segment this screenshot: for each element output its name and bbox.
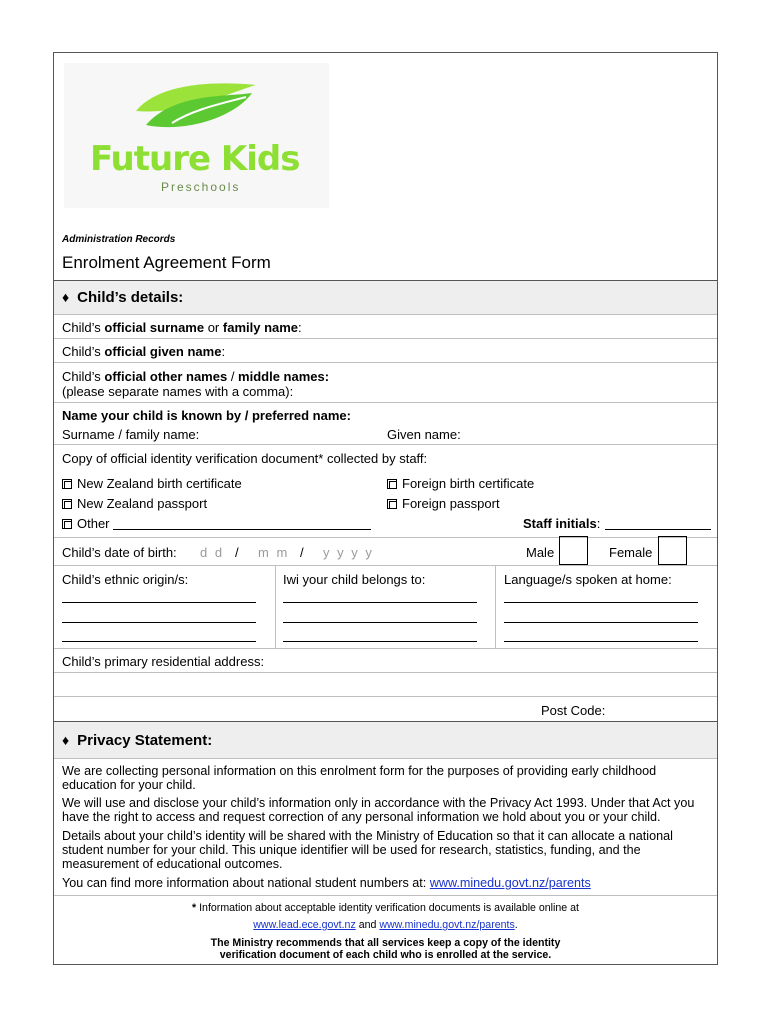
ethnic-origin-line-3[interactable] <box>62 641 256 642</box>
ethnic-origin-line-2[interactable] <box>62 622 256 623</box>
logo-sub-text: Preschools <box>161 180 241 194</box>
column-divider <box>495 566 496 648</box>
footnote-line-2: www.lead.ece.govt.nz and www.minedu.govt.nz/parents. <box>253 919 518 931</box>
other-document-field[interactable] <box>113 529 371 530</box>
privacy-title: ♦ Privacy Statement: <box>62 732 213 749</box>
privacy-paragraph-2: We will use and disclose your child’s information only in accordance with the Privacy Act 1993. Under that Act you have the right to access and request correction of any personal information we hold about you or your child. <box>62 796 695 824</box>
other-names-row[interactable] <box>54 362 717 402</box>
surname-row[interactable] <box>54 314 717 338</box>
dob-separator: / <box>235 545 239 560</box>
other-names-label: Child’s official other names / middle names: <box>62 369 330 384</box>
known-by-row[interactable] <box>54 402 717 444</box>
checkbox-icon <box>62 519 72 529</box>
childs-details-title: ♦ Child’s details: <box>62 289 184 306</box>
copy-doc-label: Copy of official identity verification document* collected by staff: <box>62 451 428 466</box>
language-line-3[interactable] <box>504 641 698 642</box>
postcode-label: Post Code: <box>541 703 606 718</box>
female-label: Female <box>609 545 653 560</box>
privacy-paragraph-1: We are collecting personal information on this enrolment form for the purposes of providing early childhood education for your child. <box>62 764 657 792</box>
language-line-1[interactable] <box>504 602 698 603</box>
footnote-recommendation-2: verification document of each child who is enrolled at the service. <box>219 949 552 961</box>
foreign-birth-certificate-checkbox[interactable]: Foreign birth certificate <box>387 476 534 491</box>
diamond-icon: ♦ <box>62 289 70 305</box>
dob-month-field[interactable]: m m <box>258 545 290 560</box>
privacy-body <box>54 758 717 895</box>
iwi-line-2[interactable] <box>283 622 477 623</box>
male-label: Male <box>526 545 555 560</box>
footnote-line-1: * Information about acceptable identity verification documents is available online at <box>192 902 579 914</box>
postcode-row[interactable] <box>54 696 717 721</box>
privacy-paragraph-4: You can find more information about national student numbers at: www.minedu.govt.nz/parents <box>62 876 591 890</box>
known-given-label: Given name: <box>387 427 461 442</box>
checkbox-icon <box>62 479 72 489</box>
staff-initials-field[interactable] <box>605 529 711 530</box>
address-label: Child’s primary residential address: <box>62 654 265 669</box>
childs-details-header <box>54 280 717 314</box>
column-divider <box>275 566 276 648</box>
dob-year-field[interactable]: y y y y <box>323 545 374 560</box>
dob-row <box>54 537 717 565</box>
ethnic-origin-label: Child’s ethnic origin/s: <box>62 572 189 587</box>
iwi-label: Iwi your child belongs to: <box>283 572 426 587</box>
ethnic-origin-line-1[interactable] <box>62 602 256 603</box>
language-label: Language/s spoken at home: <box>504 572 672 587</box>
minedu-parents-link[interactable]: www.minedu.govt.nz/parents <box>429 876 591 890</box>
footnote-recommendation-1: The Ministry recommends that all services keep a copy of the identity <box>210 937 561 949</box>
female-checkbox[interactable] <box>658 536 687 565</box>
address-line-2[interactable] <box>54 672 717 696</box>
other-names-note: (please separate names with a comma): <box>62 384 294 399</box>
checkbox-icon <box>62 499 72 509</box>
nz-passport-checkbox[interactable]: New Zealand passport <box>62 496 207 511</box>
diamond-icon: ♦ <box>62 732 70 748</box>
surname-label: Child’s official surname or family name: <box>62 320 302 335</box>
language-line-2[interactable] <box>504 622 698 623</box>
dob-day-field[interactable]: d d <box>200 545 225 560</box>
address-row[interactable] <box>54 648 717 672</box>
iwi-line-3[interactable] <box>283 641 477 642</box>
lead-ece-link[interactable]: www.lead.ece.govt.nz <box>253 919 356 931</box>
given-name-row[interactable] <box>54 338 717 362</box>
iwi-line-1[interactable] <box>283 602 477 603</box>
privacy-paragraph-3: Details about your child’s identity will be shared with the Ministry of Education so that it can allocate a national student number for your child. This unique identifier will be used for research, statistics, funding, and the measurement of educational outcomes. <box>62 829 673 871</box>
heritage-row <box>54 565 717 648</box>
logo <box>64 63 329 208</box>
male-checkbox[interactable] <box>559 536 588 565</box>
dob-label: Child’s date of birth: <box>62 545 177 560</box>
minedu-parents-footnote-link[interactable]: www.minedu.govt.nz/parents <box>379 919 515 931</box>
known-by-label: Name your child is known by / preferred name: <box>62 408 351 423</box>
dob-separator: / <box>300 545 304 560</box>
given-name-label: Child’s official given name: <box>62 344 226 359</box>
form-title: Enrolment Agreement Form <box>62 253 271 272</box>
checkbox-icon <box>387 499 397 509</box>
foreign-passport-checkbox[interactable]: Foreign passport <box>387 496 500 511</box>
staff-initials-label: Staff initials: <box>523 516 601 531</box>
checkbox-icon <box>387 479 397 489</box>
admin-label: Administration Records <box>62 234 176 245</box>
footnote <box>54 895 717 965</box>
logo-brand-text: Future Kids <box>90 139 300 179</box>
privacy-header <box>54 721 717 758</box>
enrolment-form <box>53 52 718 965</box>
nz-birth-certificate-checkbox[interactable]: New Zealand birth certificate <box>62 476 242 491</box>
known-surname-label: Surname / family name: <box>62 427 200 442</box>
other-checkbox[interactable]: Other <box>62 516 110 531</box>
identity-document-row <box>54 444 717 537</box>
